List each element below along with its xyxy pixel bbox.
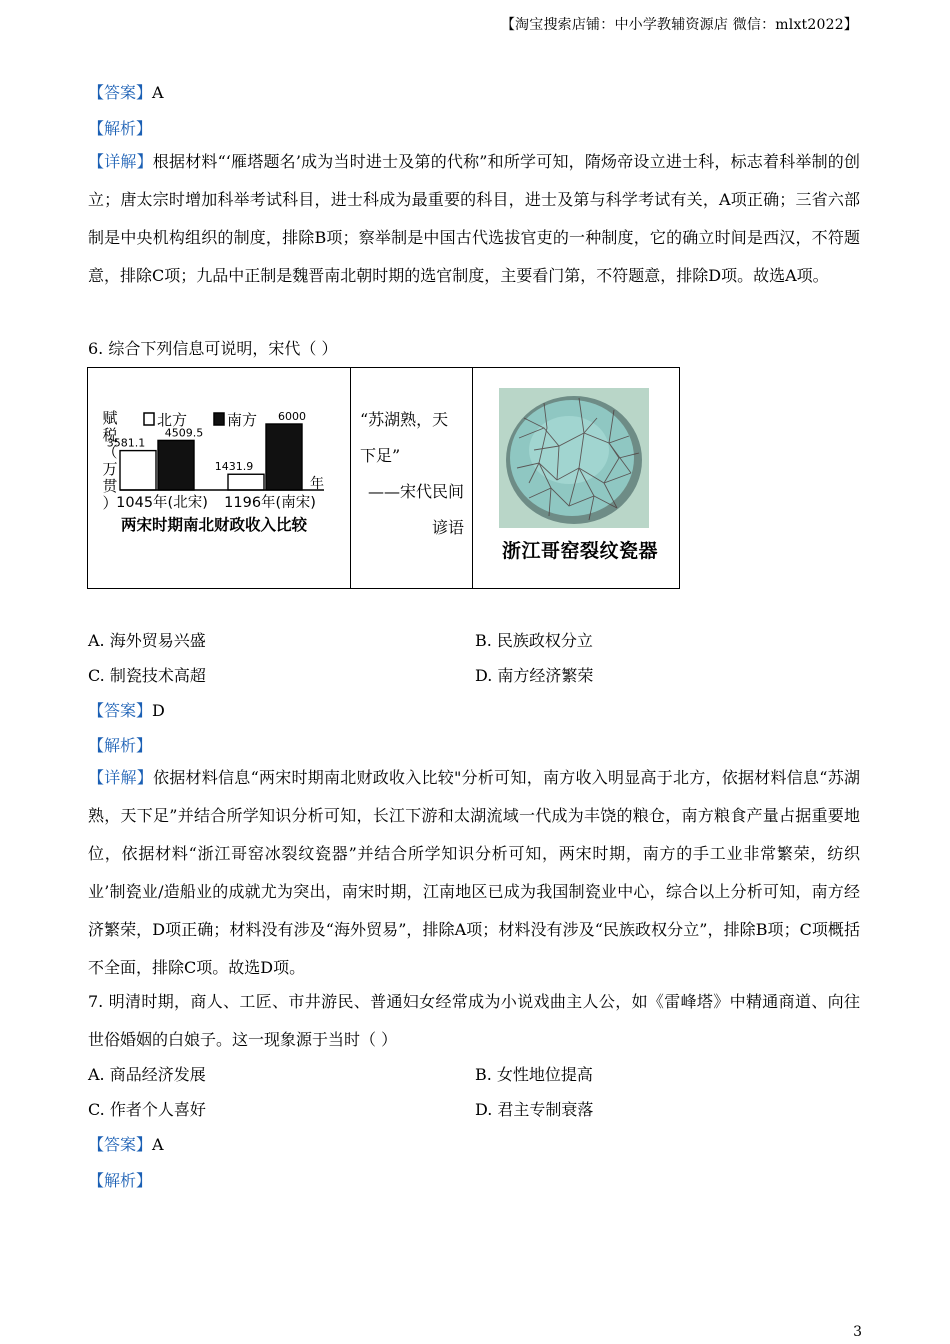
proverb-cell [350,368,473,588]
answer-tag: 【答案】 [88,701,153,720]
q6-answer-line [88,698,165,721]
proverb-source: ——宋代民间谚语 [367,482,464,537]
q5-detail [88,143,860,295]
answer-tag: 【答案】 [88,83,153,102]
detail-text: 根据材料“‘雁塔题名’成为当时进士及第的代称”和所学可知，隋炀帝设立进士科，标志着科举制的创立；唐太宗时增加科举考试科目，进士科成为最重要的科目，进士及第与科学考试有关，A项正确；三省六部制是中央机构组织的制度，排除B项；察举制是中国古代选拔官吏的一种制度，它的确立时间是西汉，不符题意，排除C项；九品中正制是魏晋南北朝时期的选官制度，主要看门第，不符题意，排除D项。故选A项。 [88,152,860,285]
bar [228,474,264,490]
crackle-vase-photo [499,388,649,528]
q7-option-b: B. 女性地位提高 [475,1065,593,1084]
analysis-tag: 【解析】 [88,119,153,138]
q6-detail [88,759,860,987]
q7-answer-line [88,1132,164,1155]
legend-swatch [214,413,224,425]
bar-value-label: 1431.9 [214,460,254,474]
proverb-text: “苏湖熟，天下足” [360,410,449,465]
q6-option-a: A. 海外贸易兴盛 [88,631,206,650]
chart-title: 两宋时期南北财政收入比较 [120,516,308,534]
legend-swatch [144,413,154,425]
finance-chart-cell [88,368,351,588]
category-label: 1045年(北宋) [116,495,208,511]
y-axis-label-char: （ [102,443,118,461]
finance-bar-chart [88,368,348,588]
bar [120,451,156,490]
answer-value: A [152,1135,164,1154]
q6-option-b: B. 民族政权分立 [475,631,593,650]
q7-option-a: A. 商品经济发展 [88,1065,206,1084]
y-axis-label-char: 赋 [102,409,118,427]
q7-option-c: C. 作者个人喜好 [88,1100,206,1119]
page-header: 【淘宝搜索店铺：中小学教辅资源店 微信：mlxt2022】 [500,17,858,33]
detail-text: 依据材料信息“两宋时期南北财政收入比较"分析可知，南方收入明显高于北方，依据材料信息“苏湖熟，天下足”并结合所学知识分析可知，长江下游和太湖流域一代成为丰饶的粮仓，南方粮食产量占据重要地位，依据材料“浙江哥窑冰裂纹瓷器”并结合所学知识分析可知，两宋时期，南方的手工业非常繁荣，纺织业’制瓷业/造船业的成就尤为突出，南宋时期，江南地区已成为我国制瓷业中心，综合以上分析可知，南方经济繁荣，D项正确；材料没有涉及“海外贸易”，排除A项；材料没有涉及“民族政权分立”，排除B项；C项概括不全面，排除C项。故选D项。 [88,768,860,977]
q6-stem: 6. 综合下列信息可说明，宋代（ ） [88,339,338,358]
bar [266,424,302,490]
vase-caption: 浙江哥窑裂纹瓷器 [502,540,659,562]
vase-cell [472,368,679,588]
bar [158,440,194,490]
y-axis-label-char: ） [102,494,118,512]
q6-material-figure [87,367,680,589]
answer-value: A [152,83,164,102]
y-axis-label-char: 万 [102,460,118,478]
analysis-tag: 【解析】 [88,736,153,755]
bar-value-label: 4509.5 [164,426,204,440]
analysis-tag: 【解析】 [88,1171,153,1190]
bar-value-label: 3581.1 [106,436,146,450]
y-axis-label-char: 税 [102,426,118,444]
y-axis-label-char: 贯 [102,477,118,495]
q6-option-c: C. 制瓷技术高超 [88,666,206,685]
category-label: 1196年(南宋) [224,495,316,511]
q6-option-d: D. 南方经济繁荣 [475,666,594,685]
q7-stem: 7. 明清时期，商人、工匠、市井游民、普通妇女经常成为小说戏曲主人公，如《雷峰塔》中精通商道、向往世俗婚姻的白娘子。这一现象源于当时（ ） [88,992,860,1049]
legend-label: 北方 [157,411,188,429]
x-axis-unit-label: 年 [310,476,324,492]
page-number: 3 [853,1324,862,1340]
detail-tag: 【详解】 [88,768,154,787]
legend-label: 南方 [227,411,258,429]
bar-value-label: 6000 [278,410,306,423]
q5-answer-line [88,80,164,103]
q7-option-d: D. 君主专制衰落 [475,1100,594,1119]
answer-value: D [152,701,165,720]
answer-tag: 【答案】 [88,1135,153,1154]
detail-tag: 【详解】 [88,152,153,171]
